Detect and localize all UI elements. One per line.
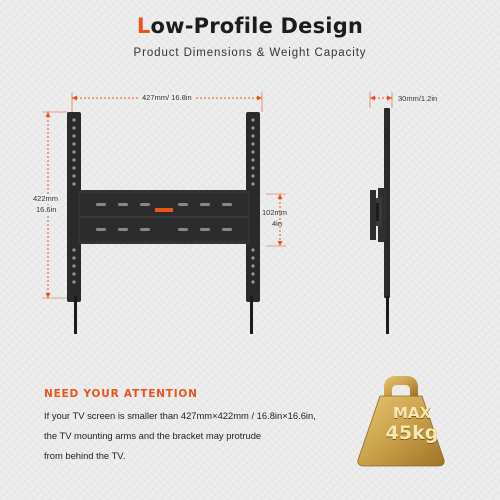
- title-rest: ow-Profile Design: [150, 14, 364, 38]
- height-dimension-label-in: 16.6in: [36, 205, 57, 214]
- height-dimension-label-mm: 422mm: [33, 194, 59, 203]
- attention-line-1: If your TV screen is smaller than 427mm×422mm / 16.8in×16.6in,: [44, 410, 316, 421]
- brand-logo-mark: [155, 208, 173, 212]
- depth-dimension-line: [370, 92, 392, 108]
- attention-line-3: from behind the TV.: [44, 450, 126, 461]
- attention-line-2: the TV mounting arms and the bracket may protrude: [44, 430, 262, 441]
- arm-dimension-label-mm: 102mm: [262, 208, 288, 217]
- title-first-letter: L: [136, 14, 151, 38]
- attention-heading: NEED YOUR ATTENTION: [44, 388, 198, 400]
- depth-dimension-label: 30mm/1.2in: [398, 94, 438, 103]
- kettlebell-handle: [384, 376, 418, 396]
- width-dimension-label: 427mm/ 16.8in: [142, 93, 192, 102]
- bracket-front-view: [67, 112, 260, 334]
- weight-badge-line1: MAX: [392, 404, 432, 422]
- bracket-side-view: [370, 108, 390, 334]
- page-subtitle: Product Dimensions & Weight Capacity: [133, 47, 367, 59]
- arm-dimension-label-in: 4in: [272, 219, 283, 228]
- weight-badge-line2: 45kg: [385, 422, 439, 444]
